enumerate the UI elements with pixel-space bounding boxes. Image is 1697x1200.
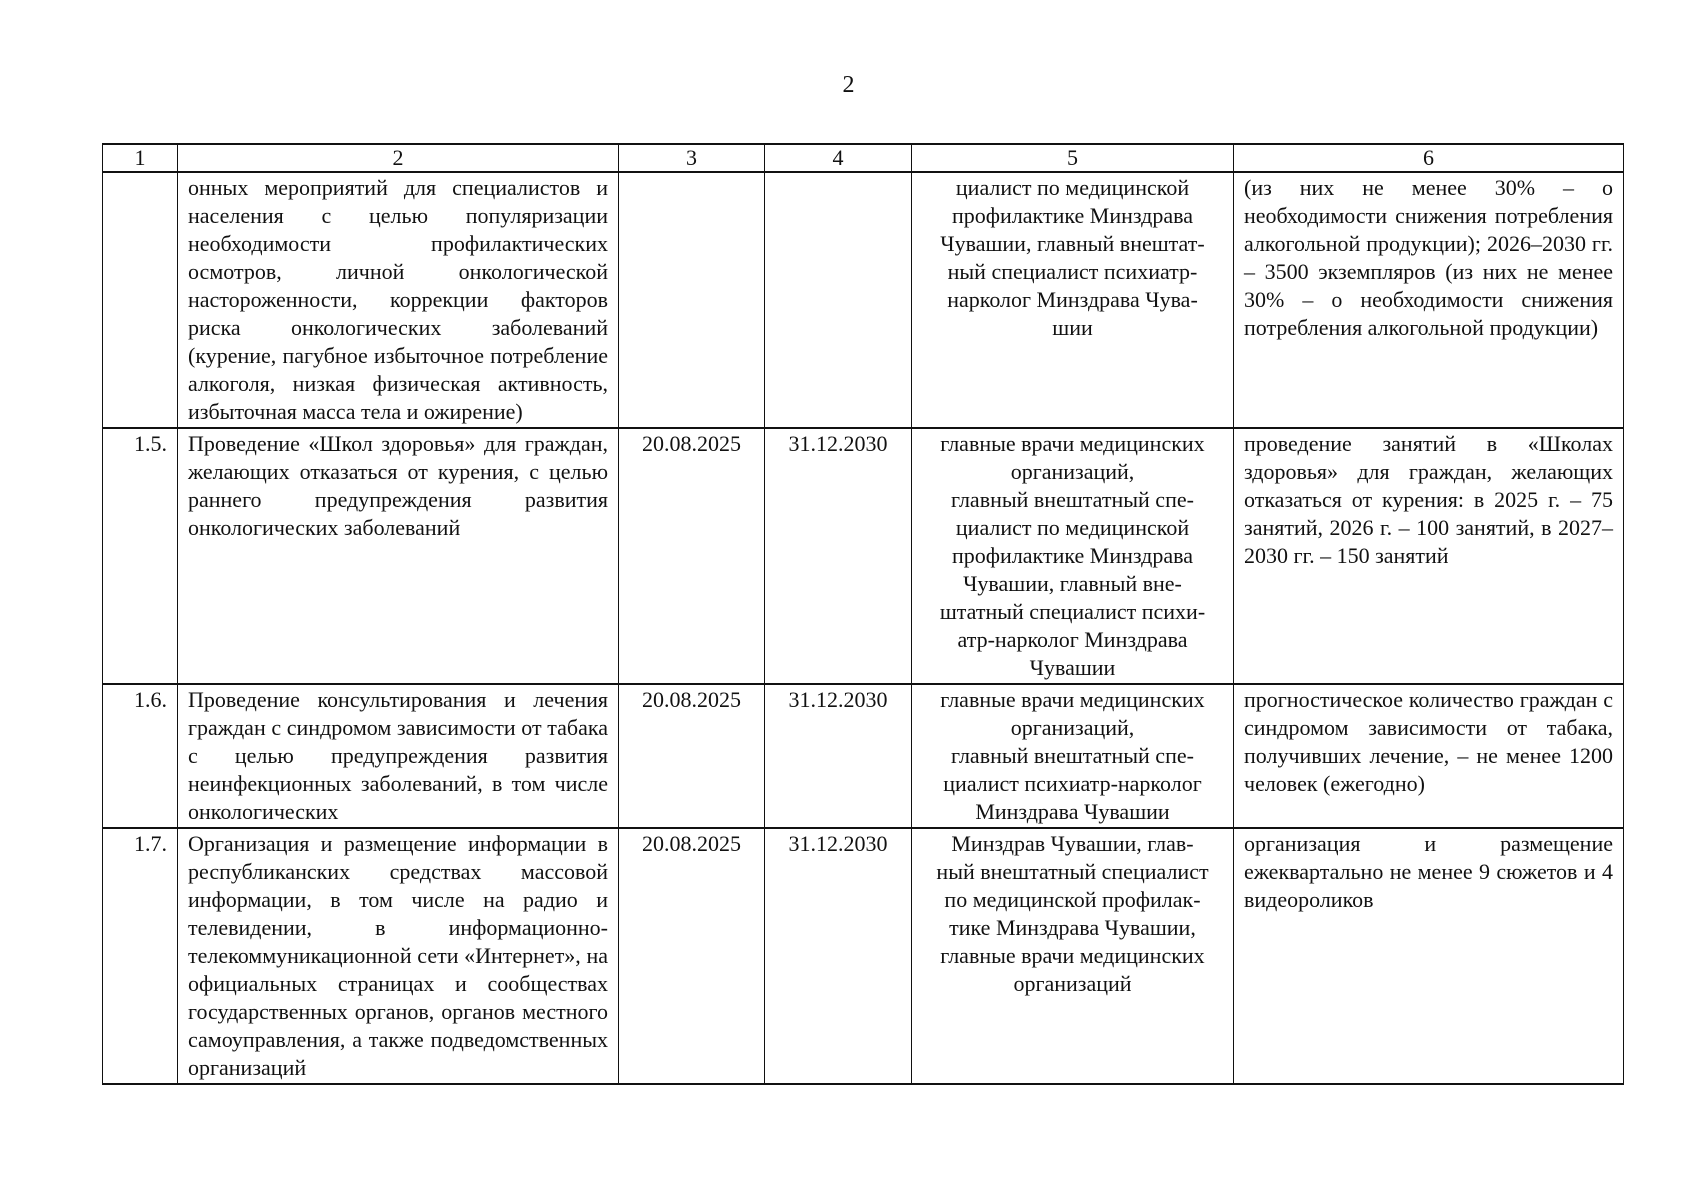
column-header-4: 4 — [765, 144, 912, 172]
start-date — [619, 684, 765, 828]
end-date-text: 31.12.2030 — [788, 431, 888, 456]
responsible-executors — [912, 428, 1234, 684]
start-date-text: 20.08.2025 — [642, 431, 741, 456]
start-date — [619, 172, 765, 428]
responsible-executors-text: главные врачи медицинских организаций, главный внештатный спе- циалист психиатр-нарколог Минздрава Чувашии — [940, 687, 1205, 824]
item-number — [103, 428, 178, 684]
end-date — [765, 428, 912, 684]
responsible-executors-text: циалист по медицинской профилактике Минздрава Чувашии, главный внештат- ный специалист психиатр- нарколог Минздрава Чува- шии — [940, 175, 1205, 340]
item-number — [103, 172, 178, 428]
responsible-executors-text: Минздрав Чувашии, глав- ный внештатный специалист по медицинской профилак- тике Минздрава Чувашии, главные врачи медицинских организаций — [936, 831, 1209, 996]
expected-result — [1234, 828, 1624, 1084]
table-header — [103, 144, 1624, 172]
start-date — [619, 828, 765, 1084]
expected-result-text: проведение занятий в «Школах здоровья» для граждан, желающих отказаться от курения: в 2025 г. – 75 занятий, 2026 г. – 100 занятий, в 2027–2030 гг. – 150 занятий — [1244, 431, 1613, 568]
start-date-text: 20.08.2025 — [642, 687, 741, 712]
table-row — [103, 828, 1624, 1084]
activity-description — [178, 172, 619, 428]
activity-description-text: Проведение консультирования и лечения граждан с синдромом зависимости от табака с целью предупреждения развития неинфекционных заболеваний, в том числе онкологических — [188, 687, 608, 824]
table-row — [103, 172, 1624, 428]
table-row — [103, 428, 1624, 684]
header-row — [103, 144, 1624, 172]
end-date — [765, 684, 912, 828]
activity-description — [178, 428, 619, 684]
item-number — [103, 684, 178, 828]
activity-description — [178, 828, 619, 1084]
end-date-text: 31.12.2030 — [788, 687, 888, 712]
table-row — [103, 684, 1624, 828]
column-header-6: 6 — [1234, 144, 1624, 172]
responsible-executors — [912, 828, 1234, 1084]
activity-description-text: Организация и размещение информации в республиканских средствах массовой информации, в том числе на радио и телевидении, в информационно-телекоммуникационной сети «Интернет», на официальных страницах и сообществах государственных органов, органов местного самоуправления, а также подведомственных организаций — [188, 831, 608, 1080]
item-number — [103, 828, 178, 1084]
page-number: 2 — [842, 72, 855, 98]
table-body — [103, 172, 1624, 1084]
start-date-text: 20.08.2025 — [642, 831, 741, 856]
column-header-5: 5 — [912, 144, 1234, 172]
item-number-text: 1.6. — [134, 687, 167, 712]
end-date-text: 31.12.2030 — [788, 831, 888, 856]
action-plan-table — [102, 143, 1624, 1085]
item-number-text: 1.7. — [134, 831, 167, 856]
expected-result-text: прогностическое количество граждан с синдромом зависимости от табака, получивших лечение, – не менее 1200 человек (ежегодно) — [1244, 687, 1613, 796]
end-date — [765, 828, 912, 1084]
expected-result — [1234, 428, 1624, 684]
responsible-executors-text: главные врачи медицинских организаций, главный внештатный спе- циалист по медицинской профилактике Минздрава Чувашии, главный вне- штатный специалист психи- атр-нарколог Минздрава Чувашии — [939, 431, 1206, 680]
expected-result — [1234, 684, 1624, 828]
activity-description-text: онных мероприятий для специалистов и населения с целью популяризации необходимости профилактических осмотров, личной онкологической настороженности, коррекции факторов риска онкологических заболеваний (курение, пагубное избыточное потребление алкоголя, низкая физическая активность, избыточная масса тела и ожирение) — [188, 175, 608, 424]
column-header-1: 1 — [103, 144, 178, 172]
activity-description-text: Проведение «Школ здоровья» для граждан, желающих отказаться от курения, с целью раннего предупреждения развития онкологических заболеваний — [188, 431, 608, 540]
column-header-2: 2 — [178, 144, 619, 172]
start-date — [619, 428, 765, 684]
expected-result-text: (из них не менее 30% – о необходимости снижения потребления алкогольной продукции); 2026–2030 гг. – 3500 экземпляров (из них не менее 30% – о необходимости снижения потребления алкогольной продукции) — [1244, 175, 1613, 340]
activity-description — [178, 684, 619, 828]
responsible-executors — [912, 684, 1234, 828]
expected-result-text: организация и размещение ежеквартально не менее 9 сюжетов и 4 видеороликов — [1244, 831, 1613, 912]
column-header-3: 3 — [619, 144, 765, 172]
responsible-executors — [912, 172, 1234, 428]
expected-result — [1234, 172, 1624, 428]
item-number-text: 1.5. — [134, 431, 167, 456]
end-date — [765, 172, 912, 428]
